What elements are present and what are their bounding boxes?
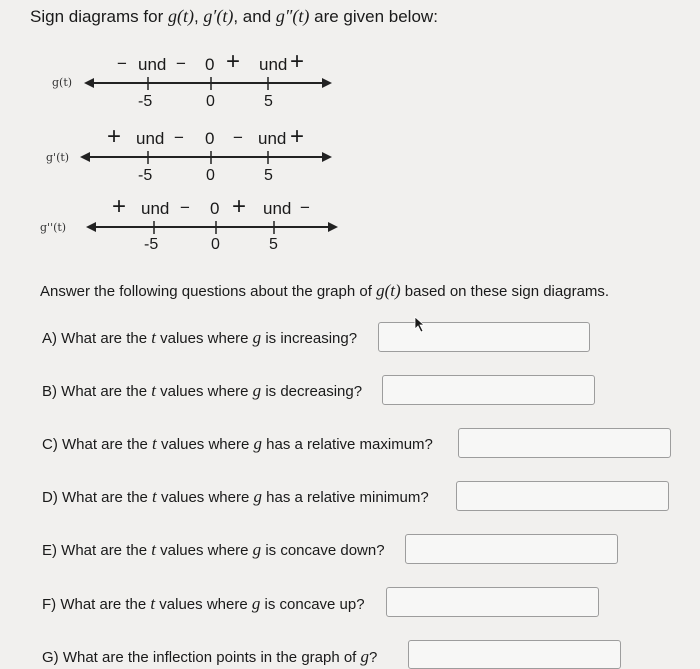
sign: − bbox=[233, 128, 243, 147]
answer-input-e[interactable] bbox=[405, 534, 618, 564]
sign: + bbox=[232, 193, 247, 220]
tick-label: 5 bbox=[264, 93, 273, 110]
question-g: G) What are the inflection points in the graph of g? bbox=[42, 647, 378, 666]
sign: − bbox=[300, 198, 310, 217]
tick-label: -5 bbox=[144, 236, 159, 253]
sign: 0 bbox=[205, 129, 215, 148]
tick-label: 0 bbox=[206, 167, 215, 184]
sign: + bbox=[226, 48, 241, 75]
answer-input-b[interactable] bbox=[382, 375, 595, 405]
question-e: E) What are the t values where g is concave down? bbox=[42, 540, 385, 559]
instructions: Answer the following questions about the graph of g(t) based on these sign diagrams. bbox=[40, 281, 610, 300]
sign: und bbox=[138, 55, 167, 74]
sign: 0 bbox=[210, 199, 220, 218]
sign: + bbox=[290, 48, 305, 75]
question-c: C) What are the t values where g has a relative maximum? bbox=[42, 434, 433, 453]
question-f: F) What are the t values where g is concave up? bbox=[42, 594, 365, 613]
question-b: B) What are the t values where g is decreasing? bbox=[42, 381, 363, 400]
sign: − bbox=[176, 54, 186, 73]
question-d: D) What are the t values where g has a relative minimum? bbox=[42, 487, 429, 506]
sign: und bbox=[136, 129, 165, 148]
sign: und bbox=[263, 199, 292, 218]
answer-input-c[interactable] bbox=[458, 428, 671, 458]
tick-label: 5 bbox=[264, 167, 273, 184]
sign: − bbox=[180, 198, 190, 217]
diagram-label: g'(t) bbox=[46, 151, 70, 164]
diagram-label: g(t) bbox=[52, 76, 73, 89]
tick-label: -5 bbox=[138, 167, 153, 184]
answer-input-f[interactable] bbox=[386, 587, 599, 617]
diagram-label: g''(t) bbox=[40, 221, 67, 234]
tick-label: -5 bbox=[138, 93, 153, 110]
sign: − bbox=[174, 128, 184, 147]
sign: + bbox=[290, 123, 305, 150]
tick-label: 5 bbox=[269, 236, 278, 253]
page-title: Sign diagrams for g(t), g′(t), and g″(t) are given below: bbox=[30, 6, 438, 26]
sign: + bbox=[112, 193, 127, 220]
sign: und bbox=[259, 55, 288, 74]
answer-input-d[interactable] bbox=[456, 481, 669, 511]
sign: + bbox=[107, 123, 122, 150]
mouse-pointer-icon bbox=[414, 316, 428, 334]
tick-label: 0 bbox=[211, 236, 220, 253]
sign: 0 bbox=[205, 55, 215, 74]
tick-label: 0 bbox=[206, 93, 215, 110]
sign: − bbox=[117, 54, 127, 73]
sign: und bbox=[141, 199, 170, 218]
question-a: A) What are the t values where g is increasing? bbox=[42, 328, 358, 347]
sign: und bbox=[258, 129, 287, 148]
answer-input-a[interactable] bbox=[378, 322, 590, 352]
answer-input-g[interactable] bbox=[408, 640, 621, 669]
